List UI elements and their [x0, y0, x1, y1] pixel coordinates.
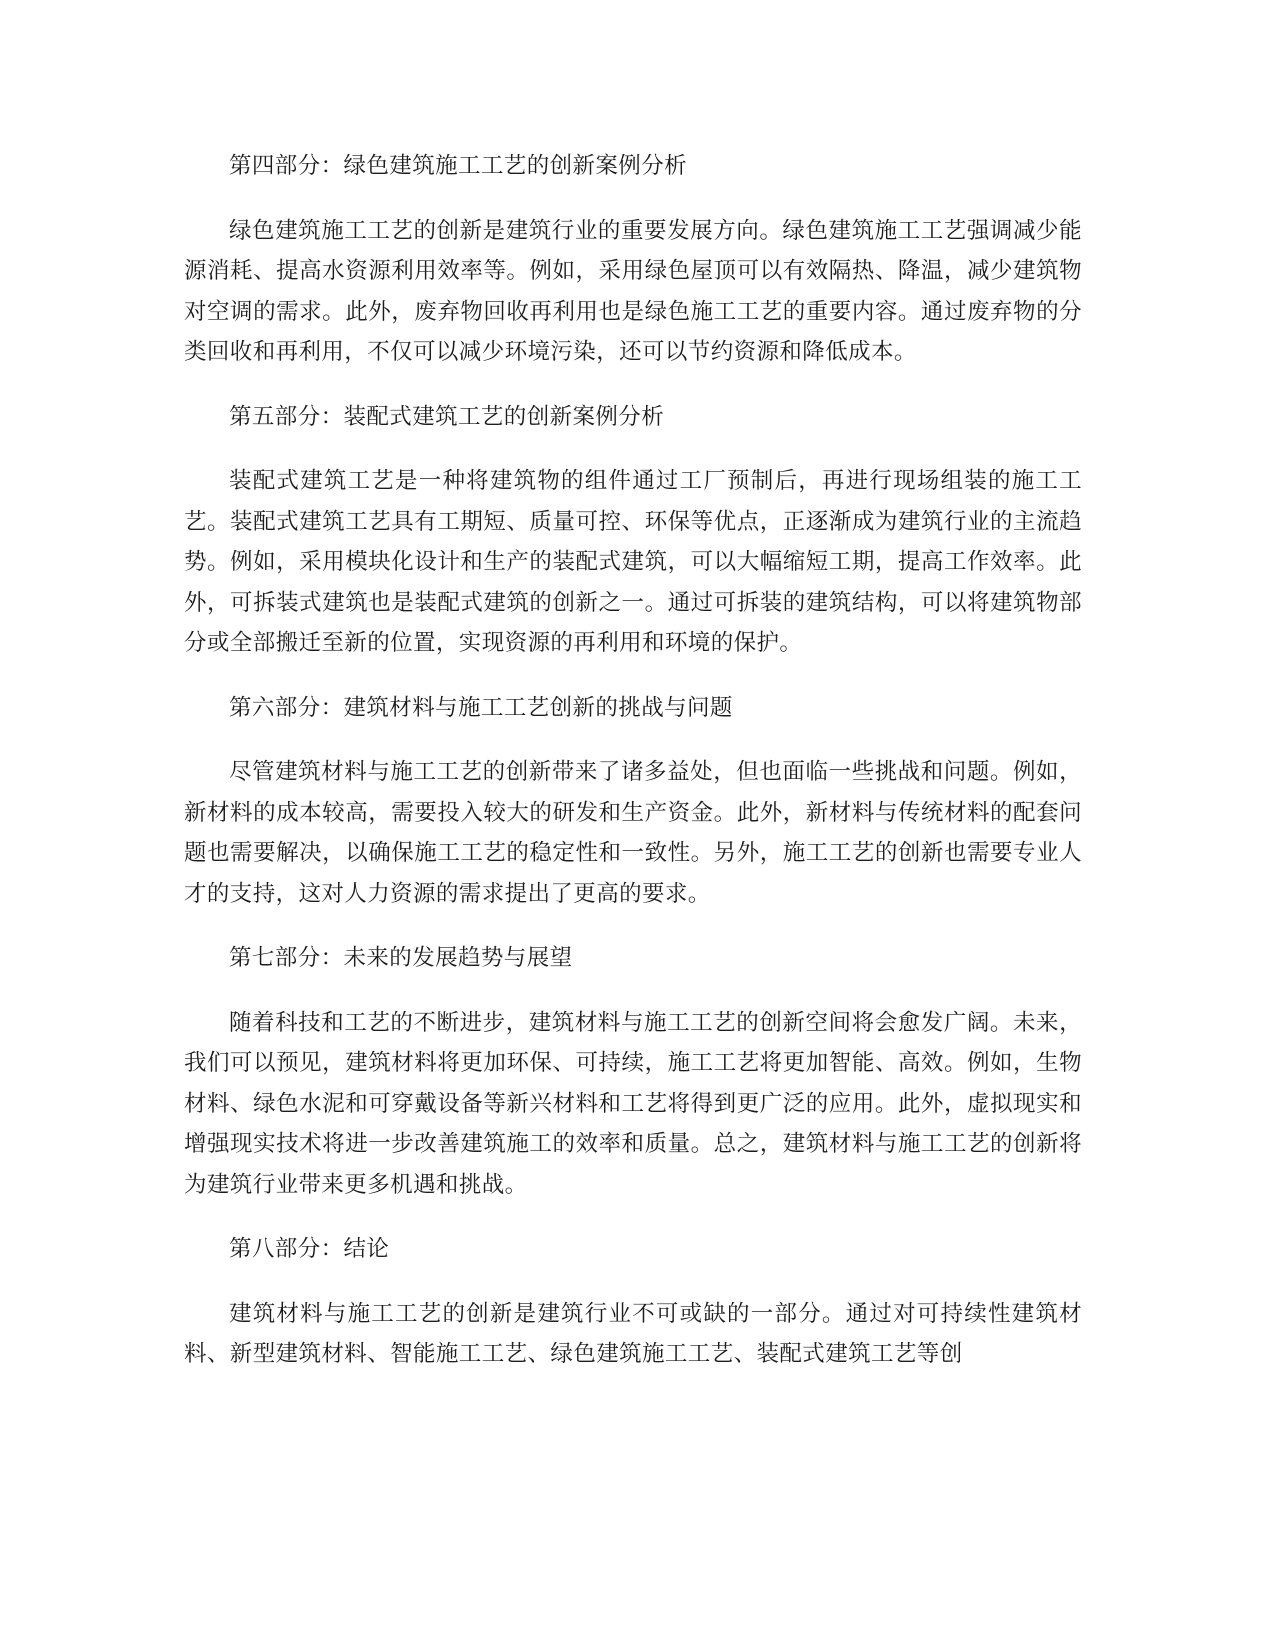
- section-heading-5: 第五部分：装配式建筑工艺的创新案例分析: [229, 403, 665, 430]
- section-paragraph-6: 尽管建筑材料与施工工艺的创新带来了诸多益处，但也面临一些挑战和问题。例如，新材料的成本较高，需要投入较大的研发和生产资金。此外，新材料与传统材料的配套问题也需要解决，以确保施工工艺的稳定性和一致性。另外，施工工艺的创新也需要专业人才的支持，这对人力资源的需求提出了更高的要求。: [184, 759, 1082, 907]
- section-paragraph-4: 绿色建筑施工工艺的创新是建筑行业的重要发展方向。绿色建筑施工工艺强调减少能源消耗、提高水资源利用效率等。例如，采用绿色屋顶可以有效隔热、降温，减少建筑物对空调的需求。此外，废弃物回收再利用也是绿色施工工艺的重要内容。通过废弃物的分类回收和再利用，不仅可以减少环境污染，还可以节约资源和降低成本。: [184, 217, 1082, 365]
- section-paragraph-7: 随着科技和工艺的不断进步，建筑材料与施工工艺的创新空间将会愈发广阔。未来，我们可以预见，建筑材料将更加环保、可持续，施工工艺将更加智能、高效。例如，生物材料、绿色水泥和可穿戴设备等新兴材料和工艺将得到更广泛的应用。此外，虚拟现实和增强现实技术将进一步改善建筑施工的效率和质量。总之，建筑材料与施工工艺的创新将为建筑行业带来更多机遇和挑战。: [184, 1009, 1082, 1198]
- section-heading-6: 第六部分：建筑材料与施工工艺创新的挑战与问题: [229, 694, 733, 721]
- document-content: [184, 146, 1082, 1399]
- section-paragraph-8: 建筑材料与施工工艺的创新是建筑行业不可或缺的一部分。通过对可持续性建筑材料、新型建筑材料、智能施工工艺、绿色建筑施工工艺、装配式建筑工艺等创: [184, 1300, 1082, 1367]
- section-paragraph-5: 装配式建筑工艺是一种将建筑物的组件通过工厂预制后，再进行现场组装的施工工艺。装配式建筑工艺具有工期短、质量可控、环保等优点，正逐渐成为建筑行业的主流趋势。例如，采用模块化设计和生产的装配式建筑，可以大幅缩短工期，提高工作效率。此外，可拆装式建筑也是装配式建筑的创新之一。通过可拆装的建筑结构，可以将建筑物部分或全部搬迁至新的位置，实现资源的再利用和环境的保护。: [184, 468, 1082, 656]
- section-heading-7: 第七部分：未来的发展趋势与展望: [229, 945, 573, 971]
- section-heading-4: 第四部分：绿色建筑施工工艺的创新案例分析: [229, 153, 688, 179]
- section-heading-8: 第八部分：结论: [229, 1236, 390, 1262]
